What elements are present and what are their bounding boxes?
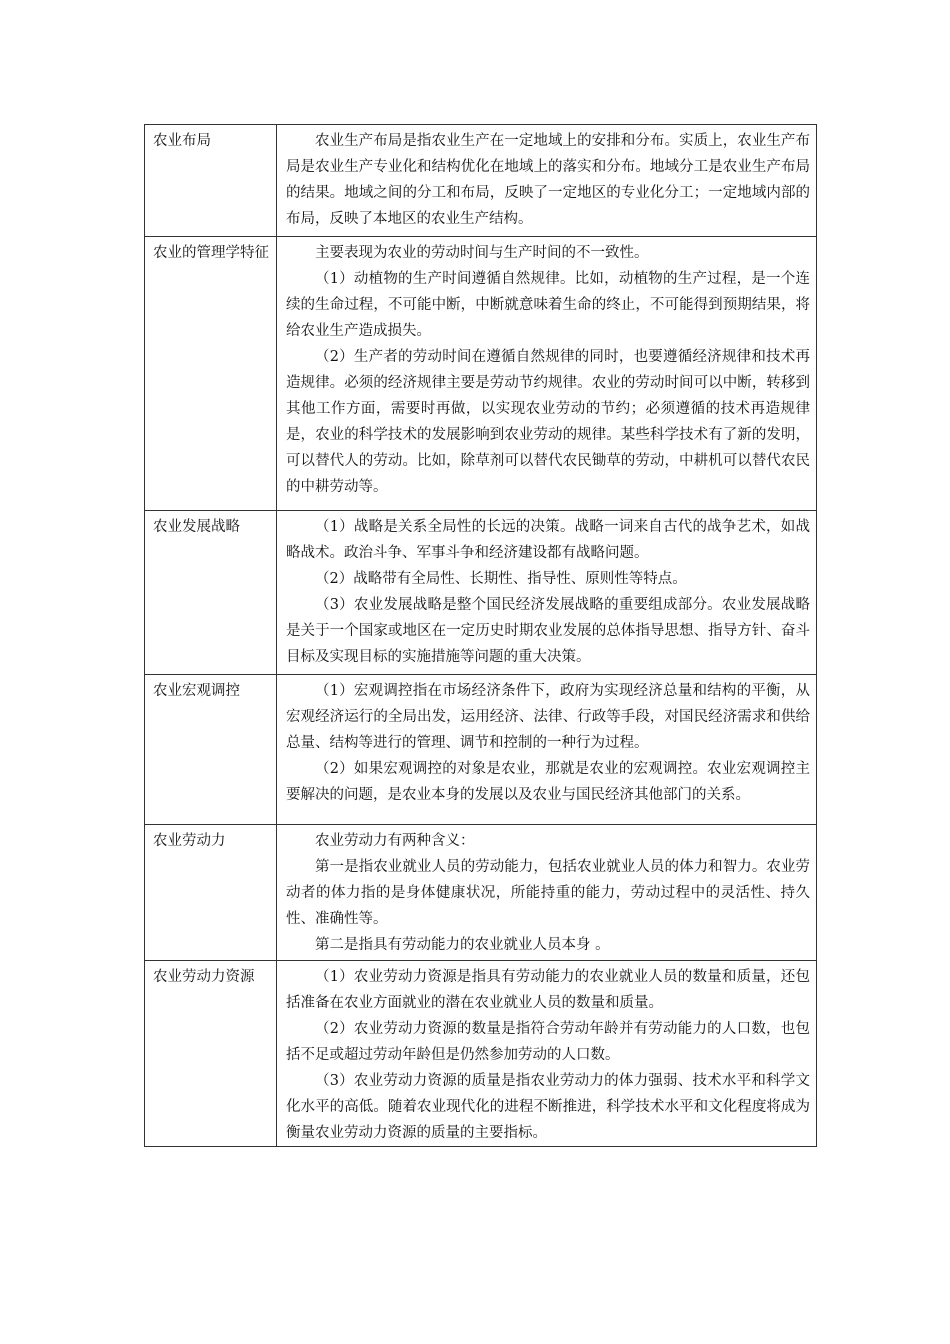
term-label: 农业布局 <box>153 133 211 149</box>
term-cell <box>145 237 277 511</box>
term-label: 农业劳动力资源 <box>153 969 255 985</box>
term-cell <box>145 961 277 1147</box>
definition-paragraph: 农业劳动力有两种含义： <box>315 833 475 849</box>
term-cell <box>145 675 277 825</box>
definition-cell <box>277 961 817 1147</box>
term-label: 农业的管理学特征 <box>153 245 269 261</box>
term-label: 农业发展战略 <box>153 519 240 535</box>
table-row <box>145 511 817 675</box>
definition-paragraph: （3）农业发展战略是整个国民经济发展战略的重要组成部分。农业发展战略是关于一个国家或地区在一定历史时期农业发展的总体指导思想、指导方针、奋斗目标及实现目标的实施措施等问题的重大决策。 <box>286 597 810 665</box>
definition-paragraph: （1）宏观调控指在市场经济条件下，政府为实现经济总量和结构的平衡，从宏观经济运行的全局出发，运用经济、法律、行政等手段，对国民经济需求和供给总量、结构等进行的管理、调节和控制的一种行为过程。 <box>286 683 810 751</box>
term-label: 农业劳动力 <box>153 833 226 849</box>
table-row <box>145 961 817 1147</box>
table-row <box>145 675 817 825</box>
term-cell <box>145 125 277 237</box>
definition-paragraph: 农业生产布局是指农业生产在一定地域上的安排和分布。实质上，农业生产布局是农业生产专业化和结构优化在地域上的落实和分布。地域分工是农业生产布局的结果。地域之间的分工和布局，反映了一定地区的专业化分工；一定地域内部的布局，反映了本地区的农业生产结构。 <box>286 133 810 227</box>
glossary-table <box>144 124 817 1147</box>
definition-cell <box>277 675 817 825</box>
definition-paragraph: （3）农业劳动力资源的质量是指农业劳动力的体力强弱、技术水平和科学文化水平的高低。随着农业现代化的进程不断推进，科学技术水平和文化程度将成为衡量农业劳动力资源的质量的主要指标。 <box>286 1073 810 1141</box>
definition-cell <box>277 125 817 237</box>
definition-paragraph: （2）农业劳动力资源的数量是指符合劳动年龄并有劳动能力的人口数，也包括不足或超过劳动年龄但是仍然参加劳动的人口数。 <box>286 1021 810 1063</box>
term-cell <box>145 825 277 961</box>
definition-cell <box>277 511 817 675</box>
definition-paragraph: （1）农业劳动力资源是指具有劳动能力的农业就业人员的数量和质量，还包括准备在农业方面就业的潜在农业就业人员的数量和质量。 <box>286 969 810 1011</box>
term-cell <box>145 511 277 675</box>
definition-paragraph: （1）战略是关系全局性的长远的决策。战略一词来自古代的战争艺术，如战略战术。政治斗争、军事斗争和经济建设都有战略问题。 <box>286 519 810 561</box>
definition-cell <box>277 825 817 961</box>
definition-paragraph: 主要表现为农业的劳动时间与生产时间的不一致性。 <box>315 245 649 261</box>
table-row <box>145 825 817 961</box>
definition-paragraph: （2）战略带有全局性、长期性、指导性、原则性等特点。 <box>315 571 687 587</box>
table-row <box>145 125 817 237</box>
definition-paragraph: 第二是指具有劳动能力的农业就业人员本身 。 <box>315 937 610 953</box>
definition-paragraph: （2）如果宏观调控的对象是农业，那就是农业的宏观调控。农业宏观调控主要解决的问题，是农业本身的发展以及农业与国民经济其他部门的关系。 <box>286 761 810 803</box>
definition-paragraph: 第一是指农业就业人员的劳动能力，包括农业就业人员的体力和智力。农业劳动者的体力指的是身体健康状况，所能持重的能力，劳动过程中的灵活性、持久性、准确性等。 <box>286 859 810 927</box>
definition-paragraph: （1）动植物的生产时间遵循自然规律。比如，动植物的生产过程，是一个连续的生命过程，不可能中断，中断就意味着生命的终止，不可能得到预期结果，将给农业生产造成损失。 <box>286 271 810 339</box>
table-row <box>145 237 817 511</box>
definition-cell <box>277 237 817 511</box>
definition-paragraph: （2）生产者的劳动时间在遵循自然规律的同时，也要遵循经济规律和技术再造规律。必须的经济规律主要是劳动节约规律。农业的劳动时间可以中断，转移到其他工作方面，需要时再做，以实现农业劳动的节约；必须遵循的技术再造规律是，农业的科学技术的发展影响到农业劳动的规律。某些科学技术有了新的发明，可以替代人的劳动。比如，除草剂可以替代农民锄草的劳动，中耕机可以替代农民的中耕劳动等。 <box>286 349 810 495</box>
term-label: 农业宏观调控 <box>153 683 240 699</box>
